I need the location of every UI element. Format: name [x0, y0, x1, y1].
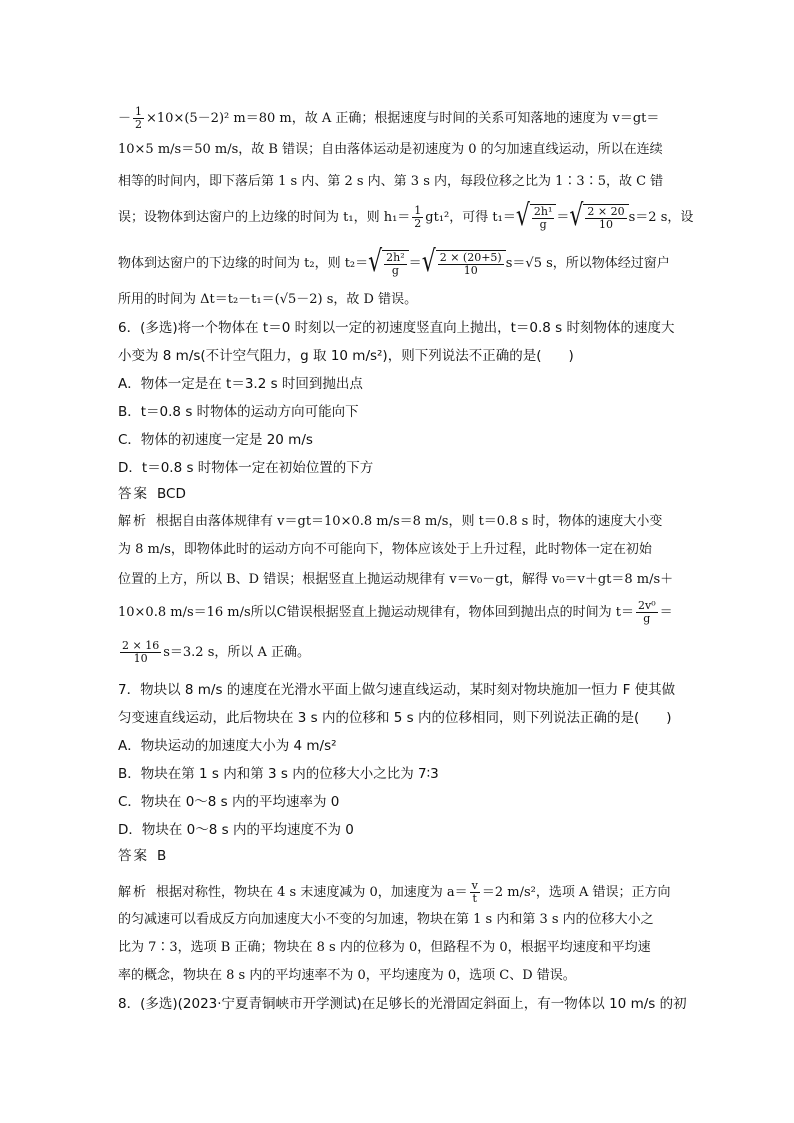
answer-value: BCD — [157, 486, 186, 502]
fraction-numerator: 1 — [414, 204, 422, 217]
text: 10×5 m/s＝50 m/s，故 B 错误；自由落体运动是初速度为 0 的匀加速直线运动，所以在连续 — [118, 142, 663, 157]
text: A．物体一定是在 t＝3.2 s 时回到抛出点 — [118, 376, 363, 392]
text: ＝ — [408, 256, 422, 271]
text: 10×0.8 m/s＝16 m/s所以C错误根据竖直上抛运动规律有，物体回到抛出点的时间为 t＝ — [118, 605, 634, 620]
fraction — [636, 600, 658, 625]
question-7-option-d — [118, 820, 354, 840]
question-7-option-a — [118, 736, 337, 756]
question-6-option-a — [118, 374, 363, 394]
square-root: √ $\frac{\text{2h²}}{g}$ — [368, 250, 409, 277]
fraction-numerator: 1 — [135, 105, 143, 118]
text-line — [118, 938, 651, 958]
text: 相等的时间内，即下落后第 1 s 内、第 2 s 内、第 3 s 内，每段位移之比为 1∶3∶5，故 C 错 — [118, 174, 664, 189]
fraction — [120, 640, 161, 665]
question-6-option-c — [118, 430, 313, 450]
question-6-explanation — [118, 512, 662, 532]
question-7-explanation — [118, 880, 671, 905]
text: B．物块在第 1 s 内和第 3 s 内的位移大小之比为 7∶3 — [118, 766, 439, 782]
fraction — [470, 880, 480, 905]
text: 8．(多选)(2023·宁夏青铜峡市开学测试)在足够长的光滑固定斜面上，有一物体以 10 m/s 的初 — [118, 996, 687, 1012]
fraction-denominator: 2 — [414, 217, 422, 230]
text: 物体到达窗户的下边缘的时间为 t₂，则 t₂＝ — [118, 256, 369, 271]
fraction — [133, 106, 144, 131]
fraction-denominator: 10 — [133, 652, 148, 665]
text-line — [118, 290, 417, 310]
text: gt₁²，可得 t₁＝ — [425, 210, 516, 225]
text-line — [118, 199, 694, 234]
text: ×10×(5－2)² m＝80 m，故 A 正确；根据速度与时间的关系可知落地的速度为 v＝gt＝ — [146, 111, 660, 126]
text: s＝2 s，设 — [628, 210, 694, 225]
text: 为 8 m/s，即物体此时的运动方向不可能向下，物体应该处于上升过程，此时物体一定在初始 — [118, 542, 652, 557]
fraction-numerator: 2h² — [386, 251, 405, 264]
question-7-stem — [118, 708, 672, 728]
text: A．物块运动的加速度大小为 4 m/s² — [118, 738, 337, 754]
text: 误；设物体到达窗户的上边缘的时间为 t₁，则 h₁＝ — [118, 210, 411, 225]
question-7-stem — [118, 680, 675, 700]
text: 率的概念，物块在 8 s 内的平均速率不为 0，平均速度为 0，选项 C、D 错误。 — [118, 968, 576, 983]
text-line — [118, 600, 673, 625]
question-6-answer — [118, 484, 186, 504]
fraction-denominator: t — [472, 892, 477, 905]
fraction-denominator: 10 — [599, 218, 614, 231]
text-line — [118, 540, 652, 560]
text-line — [118, 640, 310, 665]
fraction-denominator: 2 — [135, 118, 143, 131]
text: 所用的时间为 Δt＝t₂－t₁＝(√5－2) s，故 D 错误。 — [118, 292, 418, 307]
text: s＝3.2 s，所以 A 正确。 — [163, 645, 311, 660]
answer-label: 答案 — [118, 848, 149, 864]
question-6-stem — [118, 346, 574, 366]
fraction-numerator: v — [471, 879, 478, 892]
text: 位置的上方，所以 B、D 错误；根据竖直上抛运动规律有 v＝v₀－gt，解得 v₀＝v＋gt＝8 m/s＋ — [118, 572, 674, 587]
fraction-numerator: 2h¹ — [533, 205, 553, 218]
fraction-denominator: g — [391, 264, 399, 277]
text: D．t＝0.8 s 时物体一定在初始位置的下方 — [118, 460, 374, 476]
text-line — [118, 245, 670, 280]
text-line — [118, 106, 659, 131]
text-line — [118, 570, 673, 590]
text: 匀变速直线运动，此后物块在 3 s 内的位移和 5 s 内的位移相同，则下列说法正确的是( ) — [118, 710, 672, 726]
text-line — [118, 966, 576, 986]
fraction-denominator: 10 — [463, 264, 478, 277]
text-line — [118, 172, 663, 192]
text: ＝ — [659, 605, 673, 620]
text: 7．物块以 8 m/s 的速度在光滑水平面上做匀速直线运动，某时刻对物块施加一恒力 F 使其做 — [118, 682, 676, 698]
square-root: √ $\frac{2 \times (20+5)}{10}$ — [422, 250, 506, 277]
answer-label: 答案 — [118, 486, 149, 502]
fraction-numerator: 2 × (20+5) — [439, 251, 502, 264]
fraction-numerator: 2v⁰ — [637, 599, 656, 612]
text: － — [118, 111, 132, 126]
question-6-option-d — [118, 458, 373, 478]
fraction-denominator: g — [643, 612, 651, 625]
explanation-label: 解析 — [118, 885, 149, 900]
text: C．物体的初速度一定是 20 m/s — [118, 432, 313, 448]
question-8-stem — [118, 994, 687, 1014]
square-root: √ $\frac{\text{2h¹}}{g}$ — [516, 204, 557, 231]
text: 小变为 8 m/s(不计空气阻力，g 取 10 m/s²)，则下列说法不正确的是( ) — [118, 348, 574, 364]
text: s＝√5 s，所以物体经过窗户 — [505, 256, 670, 271]
answer-value: B — [157, 848, 167, 864]
text: 的匀减速可以看成反方向加速度大小不变的匀加速，物块在第 1 s 内和第 3 s 内的位移大小之 — [118, 912, 654, 927]
question-7-option-c — [118, 792, 339, 812]
text: 6．(多选)将一个物体在 t＝0 时刻以一定的初速度竖直向上抛出，t＝0.8 s 时刻物体的速度大 — [118, 320, 675, 336]
text: ＝2 m/s²，选项 A 错误；正方向 — [481, 885, 671, 900]
text: 根据自由落体规律有 v＝gt＝10×0.8 m/s＝8 m/s，则 t＝0.8 s 时，物体的速度大小变 — [156, 514, 663, 529]
fraction — [412, 205, 423, 230]
text: D．物块在 0～8 s 内的平均速度不为 0 — [118, 822, 354, 838]
question-7-answer — [118, 846, 166, 866]
text: B．t＝0.8 s 时物体的运动方向可能向下 — [118, 404, 359, 420]
fraction-numerator: 2 × 16 — [122, 639, 160, 652]
text-line — [118, 910, 654, 930]
explanation-label: 解析 — [118, 514, 149, 529]
question-6-option-b — [118, 402, 359, 422]
text: ＝ — [556, 210, 570, 225]
text: 比为 7∶3，选项 B 正确；物块在 8 s 内的位移为 0，但路程不为 0，根据平均速度和平均速 — [118, 940, 651, 955]
fraction-denominator: g — [539, 218, 547, 231]
text-line — [118, 140, 663, 160]
text: 根据对称性，物块在 4 s 末速度减为 0，加速度为 a＝ — [156, 885, 468, 900]
text: C．物块在 0～8 s 内的平均速率为 0 — [118, 794, 340, 810]
square-root: √ $\frac{2 \times 20}{10}$ — [569, 204, 628, 231]
question-6-stem — [118, 318, 674, 338]
question-7-option-b — [118, 764, 439, 784]
fraction-numerator: 2 × 20 — [587, 205, 625, 218]
